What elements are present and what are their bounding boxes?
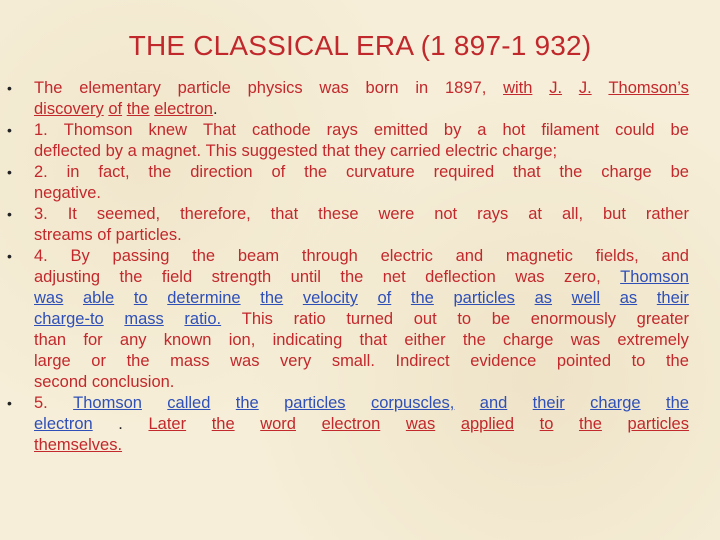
- word: This: [205, 142, 237, 160]
- text-line: [34, 372, 689, 393]
- bullet-marker: •: [7, 122, 12, 138]
- word: 4.: [34, 247, 48, 265]
- word: in: [415, 79, 429, 97]
- bullet-item: [0, 246, 720, 393]
- underlined-word: was: [405, 415, 436, 433]
- word: but: [602, 205, 626, 223]
- underlined-word: the: [578, 415, 602, 433]
- word: in: [66, 163, 80, 181]
- word: ratio: [293, 310, 326, 328]
- word: the: [192, 247, 216, 265]
- word: by: [443, 121, 462, 139]
- underlined-word: corpuscles,: [370, 394, 455, 412]
- underlined-word: J.: [578, 79, 592, 97]
- word: 1897,: [444, 79, 487, 97]
- word: be: [491, 310, 511, 328]
- word: Indirect: [395, 352, 450, 370]
- word: were: [378, 205, 415, 223]
- word: be: [670, 163, 689, 181]
- word: large: [34, 352, 71, 370]
- word: particles.: [115, 226, 182, 244]
- word: known: [163, 331, 212, 349]
- underlined-word: Thomson: [620, 268, 689, 286]
- word: of: [271, 163, 286, 181]
- underlined-word: well: [571, 289, 601, 307]
- underlined-word: velocity: [302, 289, 358, 307]
- underlined-word: to: [539, 415, 554, 433]
- bullet-item: [0, 204, 720, 246]
- word: for: [83, 331, 103, 349]
- bullet-list: [0, 78, 720, 456]
- word: to: [631, 352, 646, 370]
- underlined-word: charge-to: [34, 310, 104, 328]
- word: conclusion.: [91, 373, 175, 391]
- underlined-word: determine: [167, 289, 241, 307]
- underlined-word: Thomson: [73, 394, 142, 412]
- text-line: [34, 99, 689, 120]
- bullet-marker: •: [7, 395, 12, 411]
- bullet-marker: •: [7, 164, 12, 180]
- underlined-word: the: [235, 394, 259, 412]
- underlined-word: ratio.: [184, 310, 222, 328]
- word: elementary: [79, 79, 161, 97]
- underlined-word: their: [656, 289, 689, 307]
- word: a: [127, 142, 137, 160]
- word: small.: [331, 352, 375, 370]
- underlined-word: called: [167, 394, 211, 412]
- word: at: [528, 205, 542, 223]
- underlined-word: applied: [460, 415, 515, 433]
- word: carried: [390, 142, 441, 160]
- text-line: [34, 225, 689, 246]
- word: greater: [636, 310, 689, 328]
- underlined-word: of: [377, 289, 392, 307]
- text-line: [34, 141, 689, 162]
- text-line: [34, 204, 689, 225]
- word: hot: [502, 121, 526, 139]
- word: rays: [326, 121, 358, 139]
- word: filament: [541, 121, 600, 139]
- word: It: [67, 205, 77, 223]
- underlined-word: was: [34, 289, 64, 307]
- word: Thomson: [63, 121, 133, 139]
- text-line: [34, 351, 689, 372]
- word: .: [212, 100, 218, 118]
- word: was: [230, 352, 260, 370]
- word: seemed,: [96, 205, 161, 223]
- word: the: [559, 163, 583, 181]
- word: or: [91, 352, 106, 370]
- word: not: [434, 205, 458, 223]
- word: ion,: [228, 331, 256, 349]
- word: 2.: [34, 163, 48, 181]
- underlined-word: as: [534, 289, 553, 307]
- word: rays: [477, 205, 509, 223]
- text-line: [34, 120, 689, 141]
- word: evidence: [470, 352, 537, 370]
- underlined-word: Thomson’s: [608, 79, 689, 97]
- underlined-word: the: [410, 289, 434, 307]
- text-line: [34, 78, 689, 99]
- underlined-word: with: [503, 79, 533, 97]
- word: direction: [190, 163, 253, 181]
- bullet-item: [0, 162, 720, 204]
- word: the: [665, 352, 689, 370]
- underlined-word: word: [260, 415, 296, 433]
- word: By: [70, 247, 90, 265]
- word: charge;: [502, 142, 558, 160]
- word: deflected: [34, 142, 101, 160]
- word: born: [365, 79, 399, 97]
- word: extremely: [617, 331, 689, 349]
- word: 1.: [34, 121, 48, 139]
- word: until: [290, 268, 321, 286]
- text-line: [34, 393, 689, 414]
- word: enormously: [530, 310, 617, 328]
- word: That: [202, 121, 237, 139]
- word: all,: [561, 205, 584, 223]
- word: and: [661, 247, 689, 265]
- word: beam: [237, 247, 280, 265]
- underlined-word: as: [619, 289, 638, 307]
- text-line: [34, 162, 689, 183]
- word: magnetic: [505, 247, 573, 265]
- bullet-marker: •: [7, 206, 12, 222]
- word: they: [354, 142, 386, 160]
- bullet-marker: •: [7, 80, 12, 96]
- underlined-word: the: [211, 415, 235, 433]
- word: required: [433, 163, 495, 181]
- word: that: [513, 163, 541, 181]
- text-line: [34, 414, 689, 435]
- word: fields,: [595, 247, 639, 265]
- word: This: [241, 310, 273, 328]
- word: the: [148, 163, 172, 181]
- word: the: [304, 163, 328, 181]
- text-line: [34, 246, 689, 267]
- word: either: [404, 331, 446, 349]
- word: curvature: [345, 163, 415, 181]
- word: suggested: [241, 142, 318, 160]
- slide-title: THE CLASSICAL ERA (1 897-1 932): [128, 30, 592, 61]
- text-line: [34, 309, 689, 330]
- word: the: [126, 352, 150, 370]
- underlined-word: the: [126, 100, 150, 118]
- word: turned: [346, 310, 394, 328]
- word: of: [97, 226, 112, 244]
- underlined-word: particles: [453, 289, 515, 307]
- word: .: [118, 415, 123, 433]
- word: net: [382, 268, 406, 286]
- word: was: [570, 331, 601, 349]
- word: The: [34, 79, 63, 97]
- text-line: [34, 288, 689, 309]
- word: 5.: [34, 394, 48, 412]
- word: indicating: [272, 331, 343, 349]
- word: physics: [247, 79, 303, 97]
- underlined-word: the: [665, 394, 689, 412]
- underlined-word: Later: [148, 415, 187, 433]
- word: out: [413, 310, 437, 328]
- word: the: [340, 268, 364, 286]
- word: second: [34, 373, 88, 391]
- word: knew: [148, 121, 188, 139]
- underlined-word: able: [82, 289, 115, 307]
- word: through: [301, 247, 358, 265]
- word: charge: [503, 331, 554, 349]
- word: pointed: [556, 352, 611, 370]
- word: 3.: [34, 205, 48, 223]
- word: charge: [601, 163, 652, 181]
- word: strength: [211, 268, 272, 286]
- word: emitted: [373, 121, 428, 139]
- underlined-word: their: [532, 394, 565, 412]
- word: magnet.: [141, 142, 202, 160]
- text-line: [34, 330, 689, 351]
- underlined-word: charge: [590, 394, 641, 412]
- word: zero,: [563, 268, 601, 286]
- text-line: [34, 435, 689, 456]
- underlined-word: particles: [284, 394, 346, 412]
- word: by: [105, 142, 124, 160]
- underlined-word: the: [260, 289, 284, 307]
- bullet-item: [0, 120, 720, 162]
- word: negative.: [34, 184, 101, 202]
- word: was: [319, 79, 349, 97]
- word: electric: [380, 247, 433, 265]
- word: and: [455, 247, 484, 265]
- underlined-word: and: [479, 394, 508, 412]
- text-line: [34, 183, 689, 204]
- word: these: [318, 205, 359, 223]
- underlined-word: particles: [627, 415, 689, 433]
- underlined-word: electron: [154, 100, 213, 118]
- word: passing: [112, 247, 170, 265]
- bullet-item: [0, 78, 720, 120]
- word: the: [119, 268, 143, 286]
- word: therefore,: [180, 205, 251, 223]
- word: mass: [170, 352, 210, 370]
- underlined-word: themselves.: [34, 436, 123, 454]
- word: could: [615, 121, 655, 139]
- bullet-marker: •: [7, 248, 12, 264]
- word: cathode: [251, 121, 311, 139]
- word: rather: [645, 205, 689, 223]
- word: than: [34, 331, 67, 349]
- underlined-word: electron: [321, 415, 381, 433]
- word: a: [477, 121, 487, 139]
- word: be: [670, 121, 689, 139]
- word: very: [280, 352, 312, 370]
- word: the: [462, 331, 486, 349]
- word: that: [359, 331, 388, 349]
- word: streams: [34, 226, 93, 244]
- word: field: [161, 268, 193, 286]
- underlined-word: electron: [34, 415, 93, 433]
- underlined-word: J.: [549, 79, 563, 97]
- underlined-word: to: [133, 289, 148, 307]
- bullet-item: [0, 393, 720, 456]
- word: any: [119, 331, 147, 349]
- word: fact,: [98, 163, 130, 181]
- word: particle: [177, 79, 231, 97]
- underlined-word: discovery: [34, 100, 104, 118]
- word: that: [270, 205, 299, 223]
- underlined-word: of: [108, 100, 123, 118]
- word: adjusting: [34, 268, 101, 286]
- word: electric: [445, 142, 498, 160]
- text-line: [34, 267, 689, 288]
- word: was: [515, 268, 545, 286]
- word: deflection: [425, 268, 496, 286]
- word: to: [457, 310, 472, 328]
- word: that: [322, 142, 350, 160]
- underlined-word: mass: [124, 310, 164, 328]
